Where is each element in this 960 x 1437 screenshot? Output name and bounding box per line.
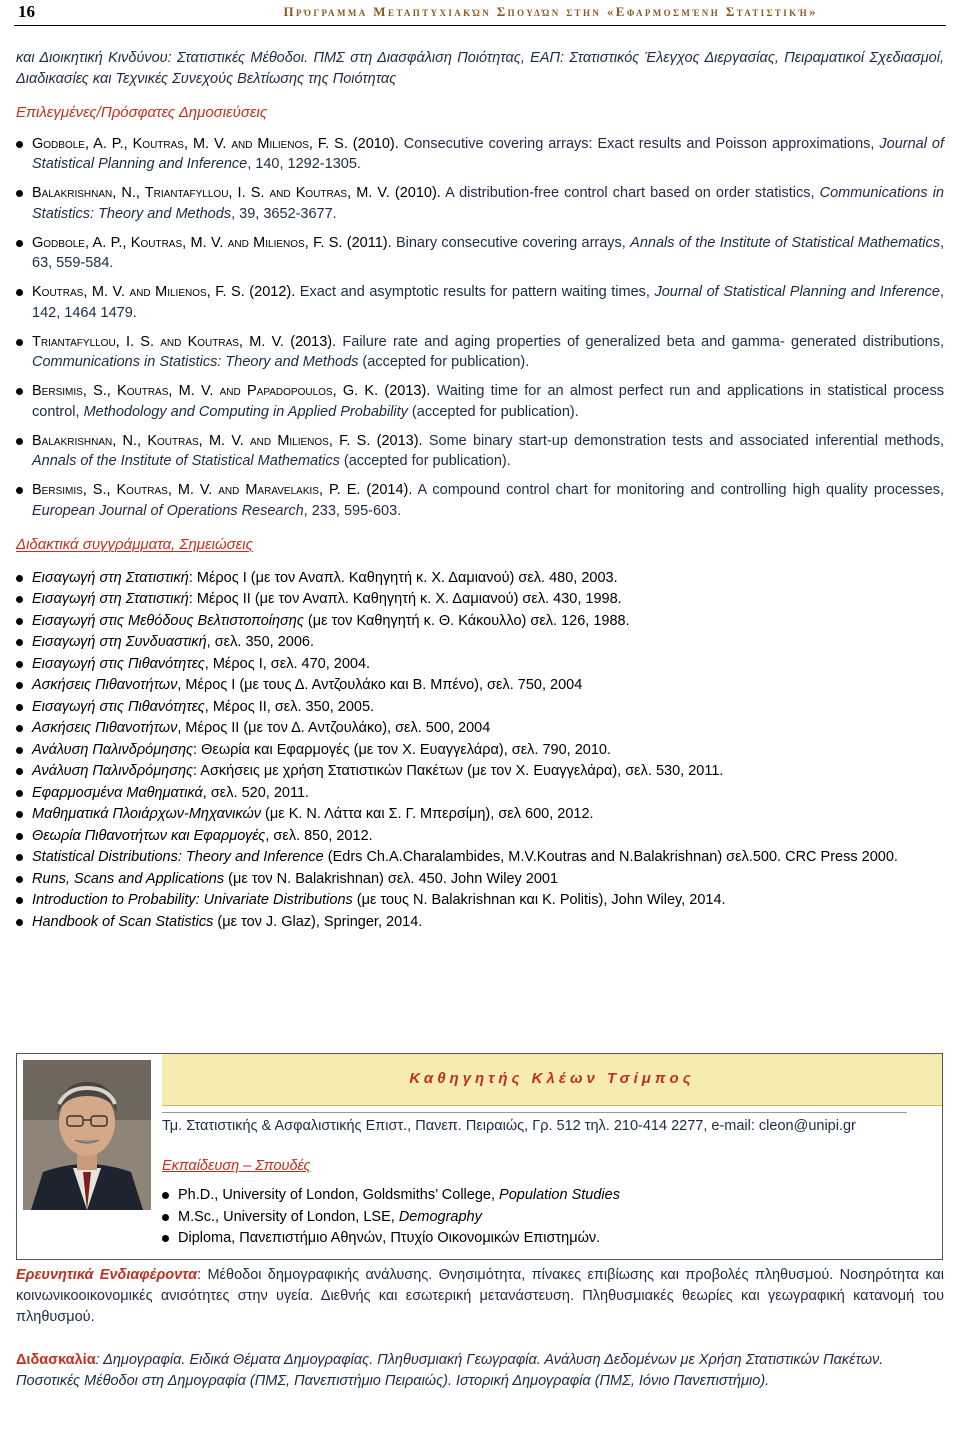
book-item <box>16 611 944 633</box>
book-title: Ασκήσεις Πιθανοτήτων <box>32 720 178 736</box>
bullet-icon <box>16 897 23 904</box>
bullet-icon <box>16 790 23 797</box>
bullet-icon <box>16 388 23 395</box>
publication-details: , 233, 595-603. <box>303 502 402 519</box>
education-degree: M.Sc., University of London, LSE, <box>178 1208 399 1225</box>
education-degree: Ph.D., University of London, Goldsmiths’ College, <box>178 1187 500 1203</box>
bullet-icon <box>16 190 23 197</box>
book-title: Handbook of Scan Statistics <box>32 913 214 930</box>
page-number: 16 <box>18 2 35 21</box>
publication-details: (accepted for publication). <box>358 354 530 370</box>
book-title: Ασκήσεις Πιθανοτήτων <box>32 677 178 693</box>
publication-title: Waiting time for an almost perfect run and applications in statistical process control, <box>32 383 944 420</box>
book-details: , Μέρος Ι, σελ. 470, 2004. <box>204 655 371 672</box>
book-details: (με τον Καθηγητή κ. Θ. Κάκουλλο) σελ. 126, 1988. <box>303 612 630 629</box>
publication-title: A compound control chart for monitoring and controlling high quality processes, <box>412 482 944 498</box>
book-item <box>16 912 944 934</box>
book-details: : Μέρος Ι (με τον Αναπλ. Καθηγητή κ. Χ. Δαμιανού) σελ. 480, 2003. <box>188 569 618 586</box>
publication-item <box>16 332 944 373</box>
bullet-icon <box>162 1192 169 1199</box>
bullet-icon <box>162 1214 169 1221</box>
book-title: Εισαγωγή στις Πιθανότητες <box>32 655 205 672</box>
publication-authors: Balakrishnan, N., Koutras, M. V. and Milienos, F. S. (2013). <box>32 432 423 449</box>
book-item <box>16 869 944 891</box>
bullet-icon <box>16 639 23 646</box>
book-item <box>16 740 944 762</box>
bullet-icon <box>16 682 23 689</box>
book-details: : Μέρος ΙΙ (με τον Αναπλ. Καθηγητή κ. Χ. Δαμιανού) σελ. 430, 1998. <box>188 591 622 607</box>
bullet-icon <box>16 438 23 445</box>
book-title: Εισαγωγή στη Στατιστική <box>32 591 189 607</box>
publication-authors: Balakrishnan, N., Triantafyllou, I. S. and Koutras, M. V. (2010). <box>32 185 441 201</box>
publication-authors: Triantafyllou, I. S. and Koutras, M. V. (2013). <box>32 333 337 350</box>
professor-name: Καθηγητής Κλέων Τσίμπος <box>409 1070 695 1087</box>
portrait-image <box>23 1060 151 1210</box>
publication-item <box>16 233 944 274</box>
bullet-icon <box>16 833 23 840</box>
main-content <box>16 48 944 933</box>
publication-title: Binary consecutive covering arrays, <box>391 234 631 251</box>
education-item <box>162 1185 620 1207</box>
book-title: Ανάλυση Παλινδρόμησης <box>32 741 194 758</box>
professor-card <box>16 1053 943 1260</box>
book-title: Εισαγωγή στις Μεθόδους Βελτιστοποίησης <box>32 612 304 629</box>
book-details: (με τον N. Balakrishnan) σελ. 450. John Wiley 2001 <box>224 870 559 887</box>
bullet-icon <box>16 339 23 346</box>
bullet-icon <box>16 768 23 775</box>
book-title: Introduction to Probability: Univariate Distributions <box>32 892 353 908</box>
publication-title: A distribution-free control chart based on order statistics, <box>440 185 820 201</box>
book-title: Μαθηματικά Πλοιάρχων-Μηχανικών <box>32 806 261 822</box>
book-item <box>16 568 944 590</box>
books-heading: Διδακτικά συγγράμματα, Σημειώσεις <box>16 536 253 553</box>
publication-item <box>16 134 944 175</box>
publication-item <box>16 381 944 422</box>
publication-authors: Bersimis, S., Koutras, M. V. and Maravelakis, P. E. (2014). <box>32 482 413 498</box>
book-item <box>16 804 944 826</box>
publication-authors: Bersimis, S., Koutras, M. V. and Papadopoulos, G. K. (2013). <box>32 383 431 399</box>
research-text: : Μέθοδοι δημογραφικής ανάλυσης. Θνησιμότητα, πίνακες επιβίωσης και προβολές πληθυσμού. Νοσηρότητα και κοινωνικοοικονομικές ανισότητες στην υγεία. Διεθνής και εσωτερική μετανάστευση. Πληθυσμιακές θεωρίες και γεωγραφική κατανομή του πληθυσμού. <box>16 1267 944 1325</box>
book-title: Εισαγωγή στις Πιθανότητες <box>32 698 205 715</box>
publication-details: , 63, 559-584. <box>32 234 945 271</box>
bullet-icon <box>16 289 23 296</box>
bullet-icon <box>16 725 23 732</box>
publication-title: Failure rate and aging properties of generalized beta and gamma- generated distributions, <box>336 333 944 350</box>
book-details: , Μέρος ΙΙ (με τον Δ. Αντζουλάκο), σελ. 500, 2004 <box>177 720 491 736</box>
bullet-icon <box>16 919 23 926</box>
book-item <box>16 847 944 869</box>
research-label: Ερευνητικά Ενδιαφέροντα <box>16 1267 198 1283</box>
publication-title: Some binary start-up demonstration tests and associated inferential methods, <box>422 432 944 449</box>
bullet-icon <box>16 141 23 148</box>
book-title: Ανάλυση Παλινδρόμησης <box>32 763 194 779</box>
book-item <box>16 697 944 719</box>
publication-authors: Godbole, A. P., Koutras, M. V. and Milienos, F. S. (2010). <box>32 135 399 152</box>
book-details: , Μέρος ΙΙ, σελ. 350, 2005. <box>204 698 375 715</box>
bullet-icon <box>16 661 23 668</box>
book-details: : Ασκήσεις με χρήση Στατιστικών Πακέτων (με τον Χ. Ευαγγελάρα), σελ. 530, 2011. <box>193 763 724 779</box>
book-title: Statistical Distributions: Theory and Inference <box>32 849 324 865</box>
publication-journal: Journal of Statistical Planning and Inference <box>654 284 940 300</box>
publication-authors: Koutras, M. V. and Milienos, F. S. (2012). <box>32 284 296 300</box>
publications-list <box>16 134 944 522</box>
book-title: Εφαρμοσμένα Μαθηματικά <box>32 784 203 801</box>
book-item <box>16 890 944 912</box>
book-item <box>16 632 944 654</box>
running-title: Πρόγραμμα Μεταπτυχιακών Σπουδών στην «Εφαρμοσμένη Στατιστική» <box>283 4 818 19</box>
bullet-icon <box>16 596 23 603</box>
book-item <box>16 589 944 611</box>
publication-details: (accepted for publication). <box>407 403 579 420</box>
bullet-icon <box>16 618 23 625</box>
education-list <box>162 1185 620 1250</box>
bullet-icon <box>16 240 23 247</box>
publication-details: , 39, 3652-3677. <box>231 205 337 222</box>
research-interests <box>16 1265 944 1328</box>
education-item <box>162 1228 620 1250</box>
contact-text: Τμ. Στατιστικής & Ασφαλιστικής Επιστ., Πανεπ. Πειραιώς, Γρ. 512 τηλ. 210-414 2277, e-mail: cleon@unipi.gr <box>162 1118 856 1134</box>
publication-journal: European Journal of Operations Research <box>32 502 304 519</box>
publication-details: (accepted for publication). <box>339 453 511 469</box>
book-item <box>16 761 944 783</box>
education-degree: Diploma, Πανεπιστήμιο Αθηνών, Πτυχίο Οικονομικών Επιστημών. <box>178 1230 601 1246</box>
book-title: Εισαγωγή στη Στατιστική <box>32 569 189 586</box>
book-details: (Edrs Ch.A.Charalambides, M.V.Koutras and N.Balakrishnan) σελ.500. CRC Press 2000. <box>323 849 898 865</box>
education-heading: Εκπαίδευση – Σπουδές <box>162 1158 311 1174</box>
book-details: , σελ. 350, 2006. <box>206 634 314 650</box>
contact-divider <box>162 1112 907 1113</box>
bullet-icon <box>16 747 23 754</box>
book-title: Runs, Scans and Applications <box>32 870 225 887</box>
publications-heading: Επιλεγμένες/Πρόσφατες Δημοσιεύσεις <box>16 104 268 121</box>
book-title: Εισαγωγή στη Συνδυαστική <box>32 634 207 650</box>
book-item <box>16 675 944 697</box>
professor-banner <box>162 1054 942 1106</box>
book-details: (με τον J. Glaz), Springer, 2014. <box>213 913 423 930</box>
education-field: Demography <box>398 1208 482 1225</box>
publication-authors: Godbole, A. P., Koutras, M. V. and Milienos, F. S. (2011). <box>32 234 392 251</box>
professor-photo <box>23 1060 151 1210</box>
book-details: , σελ. 520, 2011. <box>202 784 310 801</box>
publication-details: , 140, 1292-1305. <box>247 156 361 172</box>
bullet-icon <box>16 811 23 818</box>
publication-item <box>16 480 944 521</box>
bullet-icon <box>16 854 23 861</box>
publication-title: Consecutive covering arrays: Exact results and Poisson approximations, <box>398 135 880 152</box>
teaching <box>16 1350 944 1392</box>
book-details: , σελ. 850, 2012. <box>265 827 373 844</box>
bullet-icon <box>162 1235 169 1242</box>
publication-details: , 142, 1464 1479. <box>32 284 944 321</box>
book-item <box>16 783 944 805</box>
book-details: , Μέρος Ι (με τους Δ. Αντζουλάκο και Β. Μπένο), σελ. 750, 2004 <box>177 677 583 693</box>
education-item <box>162 1207 620 1229</box>
bullet-icon <box>16 704 23 711</box>
book-item <box>16 718 944 740</box>
bullet-icon <box>16 876 23 883</box>
publication-journal: Communications in Statistics: Theory and Methods <box>32 354 359 370</box>
book-details: (με τους N. Balakrishnan και K. Politis), John Wiley, 2014. <box>352 892 726 908</box>
publication-item <box>16 431 944 472</box>
intro-paragraph: και Διοικητική Κινδύνου: Στατιστικές Μέθοδοι. ΠΜΣ στη Διασφάλιση Ποιότητας, ΕΑΠ: Στατιστικός Έλεγχος Διεργασίας, Πειραματικοί Σχεδιασμοί, Διαδικασίες και Τεχνικές Συνεχούς Βελτίωσης της Ποιότητας <box>16 50 944 87</box>
publication-journal: Annals of the Institute of Statistical Mathematics <box>32 453 340 469</box>
book-title: Θεωρία Πιθανοτήτων και Εφαρμογές <box>32 827 266 844</box>
book-item <box>16 654 944 676</box>
book-details: (με Κ. Ν. Λάττα και Σ. Γ. Μπερσίμη), σελ 600, 2012. <box>260 806 594 822</box>
publication-item <box>16 183 944 224</box>
publication-item <box>16 282 944 323</box>
publication-journal: Communications in Statistics: Theory and Methods <box>32 185 944 222</box>
teaching-text: : Δημογραφία. Ειδικά Θέματα Δημογραφίας. Πληθυσμιακή Γεωγραφία. Ανάλυση Δεδομένων με Χρήση Στατιστικών Πακέτων. Ποσοτικές Μέθοδοι στη Δημογραφία (ΠΜΣ, Πανεπιστήμιο Πειραιώς). Ιστορική Δημογραφία (ΠΜΣ, Ιόνιο Πανεπιστήμιο). <box>16 1352 884 1389</box>
publication-journal: Methodology and Computing in Applied Probability <box>83 403 408 420</box>
teaching-label: Διδασκαλία <box>16 1352 96 1368</box>
book-details: : Θεωρία και Εφαρμογές (με τον Χ. Ευαγγελάρα), σελ. 790, 2010. <box>193 741 612 758</box>
bullet-icon <box>16 487 23 494</box>
page-header <box>14 0 946 26</box>
publication-journal: Annals of the Institute of Statistical Mathematics <box>630 234 940 251</box>
books-list <box>16 568 944 934</box>
publication-journal: Journal of Statistical Planning and Inference <box>32 135 944 172</box>
education-field: Population Studies <box>499 1187 620 1203</box>
bullet-icon <box>16 575 23 582</box>
publication-title: Exact and asymptotic results for pattern waiting times, <box>295 284 655 300</box>
book-item <box>16 826 944 848</box>
